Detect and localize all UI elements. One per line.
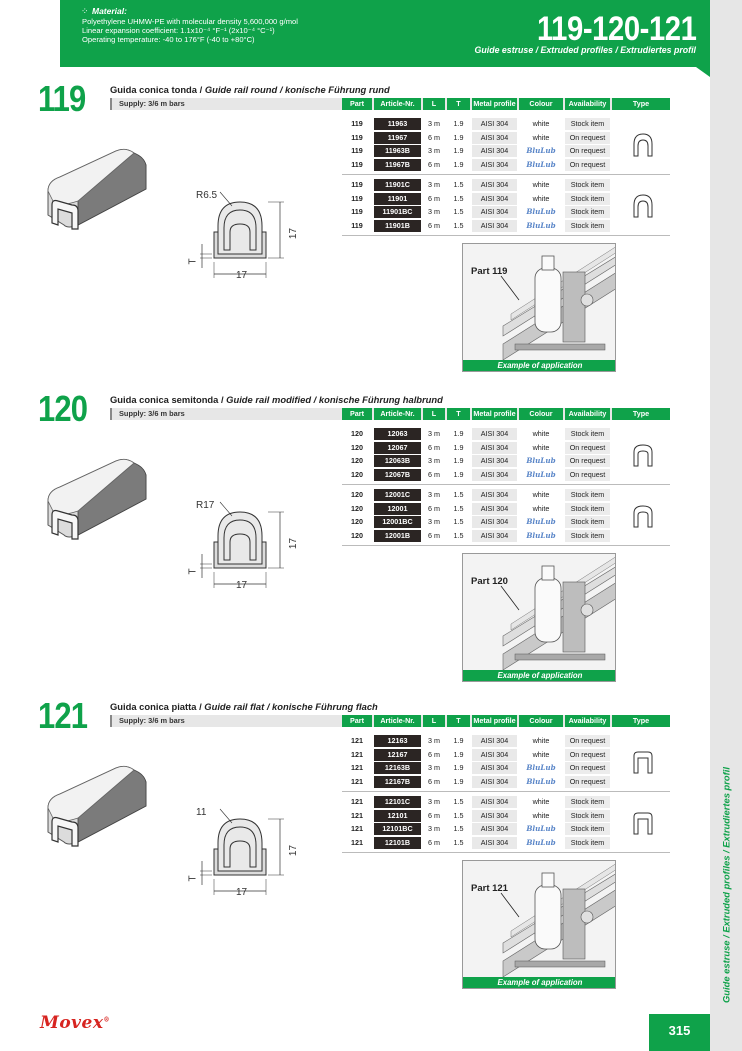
cell-metal: AISI 304 <box>472 749 517 761</box>
cell-part: 120 <box>351 490 363 499</box>
cell-availability: On request <box>565 776 610 788</box>
row-separator <box>342 174 670 175</box>
radius-label: 11 <box>196 807 207 818</box>
cell-article: 11901B <box>374 220 421 232</box>
thickness-dimension: T <box>187 875 199 882</box>
cell-part: 120 <box>351 429 363 438</box>
application-photo <box>462 243 616 372</box>
cell-article: 11967 <box>374 132 421 144</box>
table-header-cell: Article-Nr. <box>374 715 421 727</box>
cell-article: 11901 <box>374 193 421 205</box>
cell-part: 121 <box>351 824 363 833</box>
cell-metal: AISI 304 <box>472 469 517 481</box>
cell-part: 119 <box>351 207 363 216</box>
cell-l: 6 m <box>428 132 440 142</box>
radius-label: R17 <box>196 500 215 511</box>
cell-l: 3 m <box>428 429 440 438</box>
cell-availability: Stock item <box>565 220 610 232</box>
material-label: Material: <box>92 6 127 16</box>
cell-article: 12001B <box>374 530 421 542</box>
cell-part: 121 <box>351 837 363 847</box>
photo-caption: Example of application <box>463 360 616 371</box>
material-icon: ⁘ <box>81 6 89 16</box>
photo-part-label: Part 121 <box>471 883 508 894</box>
cell-l: 6 m <box>428 810 440 820</box>
cell-part: 119 <box>351 193 363 203</box>
table-header-cell: Part <box>342 408 372 420</box>
cell-l: 3 m <box>428 146 440 155</box>
cell-l: 3 m <box>428 824 440 833</box>
conveyor-illustration <box>463 861 616 989</box>
cell-colour: BluLub <box>526 159 556 169</box>
cell-metal: AISI 304 <box>472 489 517 501</box>
cell-t: 1.5 <box>453 837 464 847</box>
material-line: Operating temperature: -40 to 176°F (-40 to +80°C) <box>82 35 255 44</box>
cell-availability: Stock item <box>565 179 610 191</box>
cell-metal: AISI 304 <box>472 193 517 205</box>
cell-l: 3 m <box>428 207 440 216</box>
row-separator <box>342 484 670 485</box>
cell-colour: white <box>532 797 550 806</box>
cell-colour: BluLub <box>526 517 556 526</box>
page-subtitle: Guide estruse / Extruded profiles / Extrudiertes profil <box>474 45 696 55</box>
photo-caption: Example of application <box>463 977 616 988</box>
table-header-cell: Article-Nr. <box>374 98 421 110</box>
table-header-cell: Colour <box>519 715 563 727</box>
cell-part: 119 <box>351 146 363 155</box>
cell-t: 1.5 <box>453 490 464 499</box>
cell-t: 1.9 <box>453 429 464 438</box>
width-dimension: 17 <box>236 270 248 281</box>
cell-availability: On request <box>565 735 610 747</box>
cell-colour: BluLub <box>526 824 556 833</box>
cell-availability: On request <box>565 469 610 481</box>
profile-type-icon <box>632 503 654 529</box>
row-separator <box>342 852 670 853</box>
table-header-cell: L <box>423 98 445 110</box>
cell-availability: Stock item <box>565 823 610 835</box>
cell-colour: white <box>532 119 550 128</box>
supply-text: Supply: 3/6 m bars <box>119 99 185 108</box>
cell-l: 6 m <box>428 503 440 513</box>
cell-metal: AISI 304 <box>472 503 517 515</box>
cell-metal: AISI 304 <box>472 530 517 542</box>
section-number: 121 <box>38 695 88 736</box>
cell-availability: On request <box>565 145 610 157</box>
cell-t: 1.5 <box>453 797 464 806</box>
table-header-cell: Type <box>612 98 670 110</box>
application-photo <box>462 860 616 989</box>
cell-metal: AISI 304 <box>472 823 517 835</box>
table-header-cell: Availability <box>565 408 610 420</box>
cell-article: 12101BC <box>374 823 421 835</box>
cell-l: 6 m <box>428 220 440 230</box>
material-line: Polyethylene UHMW-PE with molecular density 5,600,000 g/mol <box>82 17 298 26</box>
cell-colour: white <box>532 442 550 452</box>
cell-availability: Stock item <box>565 428 610 440</box>
cell-t: 1.9 <box>453 132 464 142</box>
cell-metal: AISI 304 <box>472 118 517 130</box>
cell-article: 11963B <box>374 145 421 157</box>
cell-metal: AISI 304 <box>472 206 517 218</box>
cell-article: 12167 <box>374 749 421 761</box>
cell-t: 1.9 <box>453 456 464 465</box>
profile-cross-section-drawing <box>180 188 300 298</box>
cell-availability: On request <box>565 132 610 144</box>
cell-t: 1.5 <box>453 503 464 513</box>
cell-metal: AISI 304 <box>472 837 517 849</box>
cell-availability: Stock item <box>565 118 610 130</box>
cell-metal: AISI 304 <box>472 159 517 171</box>
cell-availability: Stock item <box>565 516 610 528</box>
table-header-cell: Metal profile <box>473 99 516 108</box>
cell-part: 119 <box>351 132 363 142</box>
cell-part: 120 <box>351 530 363 540</box>
cell-article: 11901BC <box>374 206 421 218</box>
cell-availability: On request <box>565 159 610 171</box>
page-reference: 119-120-121 <box>536 10 696 48</box>
height-dimension: 17 <box>288 537 300 550</box>
cell-t: 1.5 <box>453 517 464 526</box>
cell-l: 3 m <box>428 119 440 128</box>
brand-logo: Movex® <box>40 1013 110 1033</box>
cell-metal: AISI 304 <box>472 516 517 528</box>
thickness-dimension: T <box>187 568 199 575</box>
row-separator <box>342 545 670 546</box>
conveyor-illustration <box>463 244 616 372</box>
cell-l: 3 m <box>428 763 440 772</box>
cell-part: 119 <box>351 159 363 169</box>
cell-article: 12067 <box>374 442 421 454</box>
profile-3d-illustration <box>38 760 156 860</box>
cell-colour: BluLub <box>526 207 556 216</box>
cell-article: 11967B <box>374 159 421 171</box>
cell-l: 6 m <box>428 837 440 847</box>
cell-article: 12001C <box>374 489 421 501</box>
cell-metal: AISI 304 <box>472 220 517 232</box>
cell-t: 1.5 <box>453 220 464 230</box>
cell-article: 12063B <box>374 455 421 467</box>
cell-t: 1.9 <box>453 442 464 452</box>
cell-colour: BluLub <box>526 776 556 786</box>
cell-colour: white <box>532 180 550 189</box>
cell-t: 1.5 <box>453 207 464 216</box>
cell-colour: white <box>532 810 550 820</box>
cell-colour: white <box>532 736 550 745</box>
table-header-cell: Metal profile <box>473 716 516 725</box>
cell-l: 6 m <box>428 530 440 540</box>
cell-colour: white <box>532 503 550 513</box>
profile-type-icon <box>632 442 654 468</box>
cell-l: 6 m <box>428 776 440 786</box>
cell-part: 120 <box>351 503 363 513</box>
radius-label: R6.5 <box>196 190 218 201</box>
row-separator <box>342 235 670 236</box>
cell-t: 1.5 <box>453 193 464 203</box>
cell-l: 6 m <box>428 193 440 203</box>
cell-availability: Stock item <box>565 530 610 542</box>
cell-availability: Stock item <box>565 796 610 808</box>
cell-l: 6 m <box>428 749 440 759</box>
cell-l: 3 m <box>428 517 440 526</box>
cell-t: 1.5 <box>453 530 464 540</box>
section-title: Guida conica tonda / Guide rail round / konische Führung rund <box>110 84 390 95</box>
cell-metal: AISI 304 <box>472 762 517 774</box>
cell-colour: white <box>532 490 550 499</box>
profile-type-icon <box>632 810 654 836</box>
cell-metal: AISI 304 <box>472 179 517 191</box>
conveyor-illustration <box>463 554 616 682</box>
cell-article: 12001BC <box>374 516 421 528</box>
photo-part-label: Part 120 <box>471 576 508 587</box>
table-header-cell: Availability <box>565 98 610 110</box>
cell-availability: Stock item <box>565 206 610 218</box>
cell-t: 1.9 <box>453 763 464 772</box>
cell-availability: Stock item <box>565 489 610 501</box>
cell-l: 6 m <box>428 159 440 169</box>
profile-type-icon <box>632 193 654 219</box>
cell-article: 12001 <box>374 503 421 515</box>
cell-article: 12101C <box>374 796 421 808</box>
cell-colour: BluLub <box>526 456 556 465</box>
cell-part: 119 <box>351 119 363 128</box>
supply-text: Supply: 3/6 m bars <box>119 716 185 725</box>
page-number: 315 <box>649 1014 710 1051</box>
cell-part: 121 <box>351 776 363 786</box>
photo-part-label: Part 119 <box>471 266 508 277</box>
cell-metal: AISI 304 <box>472 455 517 467</box>
cell-metal: AISI 304 <box>472 810 517 822</box>
row-separator <box>342 791 670 792</box>
profile-type-icon <box>632 749 654 775</box>
table-header-cell: Part <box>342 715 372 727</box>
header-corner <box>696 67 710 77</box>
cell-article: 12101B <box>374 837 421 849</box>
cell-colour: BluLub <box>526 146 556 155</box>
cell-article: 12067B <box>374 469 421 481</box>
page-header <box>60 0 710 67</box>
cell-t: 1.9 <box>453 146 464 155</box>
cell-part: 121 <box>351 749 363 759</box>
cell-t: 1.9 <box>453 119 464 128</box>
cell-metal: AISI 304 <box>472 776 517 788</box>
product-section <box>0 695 710 1015</box>
cell-part: 120 <box>351 517 363 526</box>
cell-part: 120 <box>351 456 363 465</box>
cell-availability: Stock item <box>565 503 610 515</box>
cell-availability: Stock item <box>565 837 610 849</box>
cell-part: 121 <box>351 736 363 745</box>
cell-article: 12163 <box>374 735 421 747</box>
cell-colour: BluLub <box>526 220 556 230</box>
cell-availability: On request <box>565 455 610 467</box>
cell-article: 12163B <box>374 762 421 774</box>
product-section <box>0 388 710 708</box>
cell-availability: On request <box>565 442 610 454</box>
cell-metal: AISI 304 <box>472 428 517 440</box>
cell-t: 1.5 <box>453 824 464 833</box>
table-header-cell: Availability <box>565 715 610 727</box>
cell-article: 12101 <box>374 810 421 822</box>
cell-availability: Stock item <box>565 193 610 205</box>
cell-part: 119 <box>351 220 363 230</box>
material-line: Linear expansion coefficient: 1.1x10⁻⁴ °F⁻¹ (2x10⁻⁴ °C⁻¹) <box>82 26 275 35</box>
table-header-cell: T <box>447 715 470 727</box>
table-header-cell: Colour <box>519 98 563 110</box>
cell-l: 3 m <box>428 736 440 745</box>
thickness-dimension: T <box>187 258 199 265</box>
cell-part: 120 <box>351 442 363 452</box>
cell-l: 6 m <box>428 442 440 452</box>
cell-part: 121 <box>351 810 363 820</box>
section-number: 119 <box>38 78 86 119</box>
section-title: Guida conica semitonda / Guide rail modified / konische Führung halbrund <box>110 394 443 405</box>
cell-t: 1.9 <box>453 736 464 745</box>
profile-3d-illustration <box>38 143 156 243</box>
width-dimension: 17 <box>236 887 248 898</box>
cell-colour: BluLub <box>526 763 556 772</box>
cell-article: 12063 <box>374 428 421 440</box>
cell-metal: AISI 304 <box>472 796 517 808</box>
cell-part: 120 <box>351 469 363 479</box>
cell-colour: white <box>532 132 550 142</box>
cell-l: 3 m <box>428 456 440 465</box>
cell-colour: BluLub <box>526 530 556 540</box>
application-photo <box>462 553 616 682</box>
cell-article: 12167B <box>374 776 421 788</box>
table-header-cell: T <box>447 408 470 420</box>
product-section <box>0 78 710 398</box>
cell-availability: Stock item <box>565 810 610 822</box>
profile-type-icon <box>632 132 654 158</box>
cell-part: 119 <box>351 180 363 189</box>
table-header-cell: Type <box>612 408 670 420</box>
photo-caption: Example of application <box>463 670 616 681</box>
profile-cross-section-drawing <box>180 498 300 608</box>
cell-t: 1.9 <box>453 749 464 759</box>
section-title: Guida conica piatta / Guide rail flat / konische Führung flach <box>110 701 378 712</box>
cell-colour: white <box>532 193 550 203</box>
section-number: 120 <box>38 388 88 429</box>
supply-text: Supply: 3/6 m bars <box>119 409 185 418</box>
table-header-cell: Colour <box>519 408 563 420</box>
height-dimension: 17 <box>288 844 300 857</box>
width-dimension: 17 <box>236 580 248 591</box>
cell-metal: AISI 304 <box>472 735 517 747</box>
height-dimension: 17 <box>288 227 300 240</box>
table-header-cell: L <box>423 715 445 727</box>
cell-l: 3 m <box>428 797 440 806</box>
table-header-cell: Type <box>612 715 670 727</box>
cell-colour: BluLub <box>526 837 556 847</box>
cell-t: 1.9 <box>453 469 464 479</box>
cell-l: 3 m <box>428 490 440 499</box>
cell-availability: On request <box>565 749 610 761</box>
cell-article: 11901C <box>374 179 421 191</box>
cell-t: 1.9 <box>453 159 464 169</box>
cell-colour: white <box>532 749 550 759</box>
cell-part: 121 <box>351 797 363 806</box>
table-header-cell: Article-Nr. <box>374 408 421 420</box>
cell-colour: white <box>532 429 550 438</box>
profile-cross-section-drawing <box>180 805 300 915</box>
cell-metal: AISI 304 <box>472 442 517 454</box>
table-header-cell: Part <box>342 98 372 110</box>
cell-metal: AISI 304 <box>472 145 517 157</box>
cell-t: 1.5 <box>453 180 464 189</box>
table-header-cell: T <box>447 98 470 110</box>
sidebar-label: Guide estruse / Extruded profiles / Extrudiertes profil <box>720 767 732 1003</box>
table-header-cell: Metal profile <box>473 409 516 418</box>
cell-l: 6 m <box>428 469 440 479</box>
cell-l: 3 m <box>428 180 440 189</box>
table-header-cell: L <box>423 408 445 420</box>
cell-article: 11963 <box>374 118 421 130</box>
cell-availability: On request <box>565 762 610 774</box>
profile-3d-illustration <box>38 453 156 553</box>
cell-metal: AISI 304 <box>472 132 517 144</box>
cell-t: 1.9 <box>453 776 464 786</box>
cell-part: 121 <box>351 763 363 772</box>
cell-t: 1.5 <box>453 810 464 820</box>
cell-colour: BluLub <box>526 469 556 479</box>
